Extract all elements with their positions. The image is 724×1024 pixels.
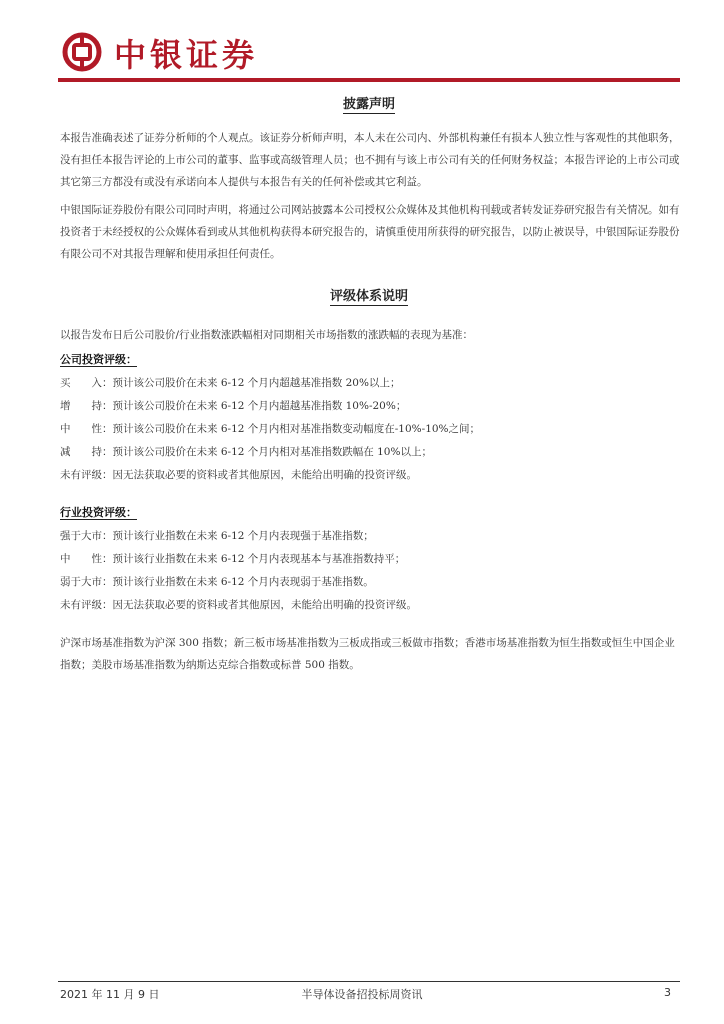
company-rating-buy: 买 入：预计该公司股价在未来 6-12 个月内超越基准指数 20%以上； [60, 377, 401, 389]
page-number: 3 [664, 986, 671, 999]
industry-rating-outperform: 强于大市：预计该行业指数在未来 6-12 个月内表现强于基准指数； [60, 530, 374, 542]
header-divider [58, 78, 680, 82]
benchmark-note: 沪深市场基准指数为沪深 300 指数；新三板市场基准指数为三板成指或三板做市指数；香港市场基准指数为恒生指数或恒生中国企业指数；美股市场基准指数为纳斯达克综合指数或标普 500 指数。 [60, 637, 675, 671]
footer-date: 2021 年 11 月 9 日 [60, 988, 160, 1001]
disclosure-paragraph-2: 中银国际证券股份有限公司同时声明，将通过公司网站披露本公司授权公众媒体及其他机构刊载或者转发证券研究报告有关情况。如有投资者于未经授权的公众媒体看到或从其他机构获得本研究报告的，请慎重使用所获得的研究报告，以防止被误导，中银国际证券股份有限公司不对其报告理解和使用承担任何责任。 [60, 204, 680, 260]
brand-name: 中银证券 [114, 36, 259, 74]
bank-of-china-logo-icon [62, 32, 102, 72]
disclosure-title-text: 披露声明 [342, 97, 395, 112]
company-rating-neutral: 中 性：预计该公司股价在未来 6-12 个月内相对基准指数变动幅度在-10%-10%之间； [60, 423, 481, 435]
company-rating-unrated: 未有评级：因无法获取必要的资料或者其他原因，未能给出明确的投资评级。 [60, 469, 417, 481]
rating-title-text: 评级体系说明 [329, 289, 408, 304]
company-rating-heading [60, 351, 137, 367]
footer-report-title: 半导体设备招投标周资讯 [301, 988, 423, 1001]
disclosure-title [58, 93, 680, 112]
company-rating-heading-text: 公司投资评级： [60, 353, 137, 366]
company-rating-underweight: 减 持：预计该公司股价在未来 6-12 个月内相对基准指数跌幅在 10%以上； [60, 446, 432, 458]
industry-rating-heading [60, 504, 137, 520]
rating-intro: 以报告发布日后公司股价/行业指数涨跌幅相对同期相关市场指数的涨跌幅的表现为基准： [60, 329, 474, 341]
company-rating-overweight: 增 持：预计该公司股价在未来 6-12 个月内超越基准指数 10%-20%； [60, 400, 407, 412]
industry-rating-heading-text: 行业投资评级： [60, 506, 137, 519]
rating-title [58, 285, 680, 304]
industry-rating-unrated: 未有评级：因无法获取必要的资料或者其他原因，未能给出明确的投资评级。 [60, 599, 417, 611]
page-header [58, 28, 678, 80]
industry-rating-underperform: 弱于大市：预计该行业指数在未来 6-12 个月内表现弱于基准指数。 [60, 576, 374, 588]
industry-rating-neutral: 中 性：预计该行业指数在未来 6-12 个月内表现基本与基准指数持平； [60, 553, 406, 565]
disclosure-paragraph-1: 本报告准确表述了证券分析师的个人观点。该证券分析师声明，本人未在公司内、外部机构兼任有损本人独立性与客观性的其他职务，没有担任本报告评论的上市公司的董事、监事或高级管理人员；也不拥有与该上市公司有关的任何财务权益；本报告评论的上市公司或其它第三方都没有或没有承诺向本人提供与本报告有关的任何补偿或其它利益。 [60, 132, 680, 188]
footer-divider [58, 981, 680, 982]
